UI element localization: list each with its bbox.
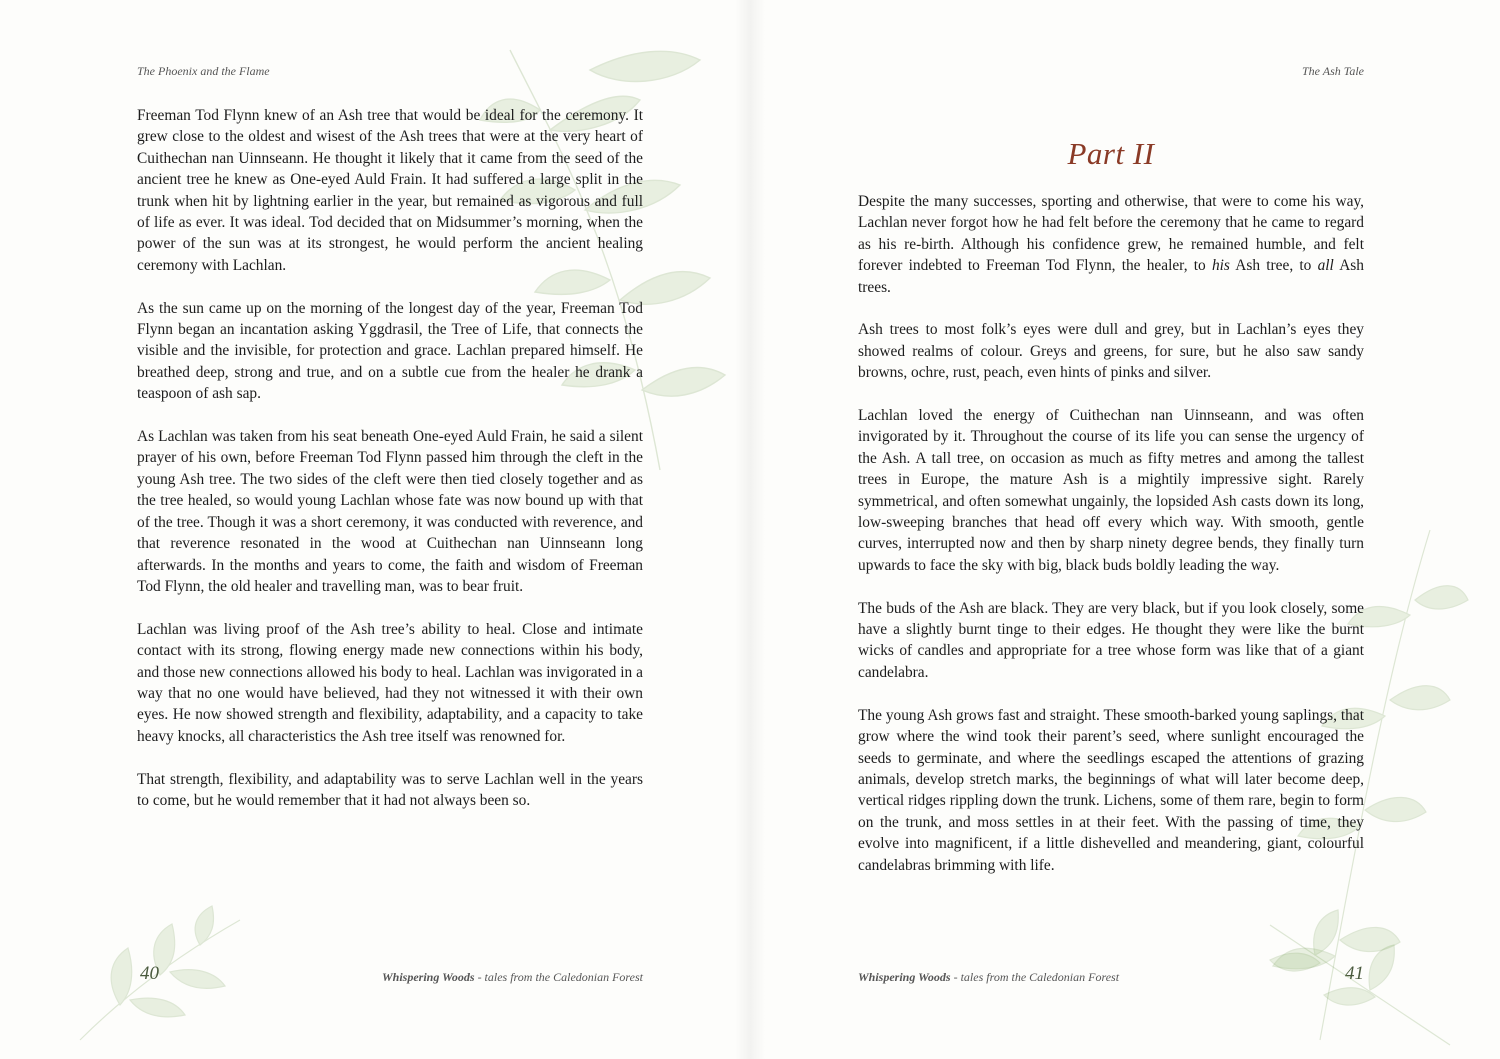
paragraph-text: Despite the many successes, sporting and otherwise, that were to come his way, Lachlan never forgot how he had felt before the ceremony that he came to regard as his re-birth. Although his confidence grew, he remained humble, and felt forever indebted to Freeman Tod Flynn, the healer, to: [858, 193, 1364, 275]
part-title: Part II: [1067, 136, 1155, 171]
paragraph: That strength, flexibility, and adaptability was to serve Lachlan well in the years to come, but he would remember that it had not always been so.: [137, 770, 643, 809]
footer: [382, 970, 643, 985]
paragraph: Freeman Tod Flynn knew of an Ash tree that would be ideal for the ceremony. It grew close to the oldest and wisest of the Ash trees that were at the very heart of Cuithechan nan Uinnseann. He thought it likely that it came from the seed of the ancient tree he knew as One-eyed Auld Frain. It had suffered a large split in the trunk when hit by lightning earlier in the year, but remained as vigorous and full of life as ever. It was ideal. Tod decided that on Midsummer’s morning, when the power of the sun was at its strongest, he would perform the ancient healing ceremony with Lachlan.: [137, 107, 643, 274]
paragraph: Lachlan loved the energy of Cuithechan nan Uinnseann, and was often invigorated by it. Throughout the course of its life you can sense the urgency of the Ash. A tall tree, on occasion as much as fifty metres and among the tallest trees in Europe, the mature Ash is a mightily impressive sight. Rarely symmetrical, and often somewhat ungainly, the lopsided Ash casts down its long, low-sweeping branches that head off every which way. With smooth, gentle curves, interrupted now and then by sharp ninety degree bends, they finally turn upwards to face the sky with big, black buds boldly leading the way.: [858, 407, 1364, 574]
body-text: [858, 191, 1364, 897]
paragraph: [858, 191, 1364, 298]
emphasis-all: all: [1317, 257, 1334, 275]
right-page: [750, 0, 1500, 1059]
footer-book-title: Whispering Woods: [858, 970, 951, 984]
paragraph: Lachlan was living proof of the Ash tree’s ability to heal. Close and intimate contact with its strong, flowing energy made new connections within his body, and those new connections allowed his body to heal. Lachlan was invigorated in a way that no one would have believed, had they not witnessed it with their own eyes. He now showed strength and flexibility, adaptability, and a capacity to take heavy knocks, all characteristics the Ash tree itself was renowned for.: [137, 620, 643, 745]
page-number: 40: [140, 963, 159, 984]
paragraph: The young Ash grows fast and straight. These smooth-barked young saplings, that grow where the wind took their parent’s seed, where sunlight encouraged the seeds to germinate, and where the seedlings escaped the attentions of grazing animals, develop stretch marks, the beginnings of what will later become deep, vertical ridges rippling down the trunk. Lichens, some of them rare, begin to form on the trunk, and moss settles in at their feet. With the passing of time, they evolve into magnificent, if a little dishevelled and meandering, giant, colourful candelabras brimming with life.: [858, 706, 1364, 874]
page-number: 41: [1345, 963, 1364, 984]
footer-book-title: Whispering Woods: [381, 970, 475, 984]
paragraph: Ash trees to most folk’s eyes were dull and grey, but in Lachlan’s eyes they showed realms of colour. Greys and greens, for sure, but he also saw sandy browns, ochre, rust, peach, even hints of pinks and silver.: [858, 321, 1364, 382]
paragraph: As Lachlan was taken from his seat beneath One-eyed Auld Frain, he said a silent prayer of his own, before Freeman Tod Flynn passed him through the cleft in the young Ash tree. The two sides of the cleft were then tied closely together and as the tree healed, so would young Lachlan whose fate was now bound up with that of the tree. Though it was a short ceremony, it was conducted with reverence, and that reverence resonated in the wood at Cuithechan nan Uinnseann long afterwards. In the months and years to come, the faith and wisdom of Freeman Tod Flynn, the old healer and travelling man, was to bear fruit.: [137, 428, 643, 595]
running-head: The Ash Tale: [1301, 64, 1364, 78]
paragraph-text: Ash tree, to: [1229, 257, 1318, 275]
paragraph: The buds of the Ash are black. They are very black, but if you look closely, some have a slightly burnt tinge to their edges. He thought they were like the burnt wicks of candles and appropriate for a tree whose form was like that of a giant candelabra.: [858, 599, 1364, 681]
running-head: The Phoenix and the Flame: [137, 64, 270, 78]
paragraph: As the sun came up on the morning of the longest day of the year, Freeman Tod Flynn began an incantation asking Yggdrasil, the Tree of Life, that connects the visible and the invisible, for protection and grace. Lachlan prepared himself. He breathed deep, strong and true, and on a subtle cue from the healer he drank a teaspoon of ash sap.: [137, 299, 643, 403]
paragraph-text: Ash trees.: [858, 257, 1364, 296]
footer-subtitle: - tales from the Caledonian Forest: [950, 970, 1120, 984]
footer-subtitle: - tales from the Caledonian Forest: [474, 970, 643, 984]
emphasis-his: his: [1211, 257, 1230, 275]
footer: [858, 970, 1119, 985]
body-text: [137, 105, 643, 833]
